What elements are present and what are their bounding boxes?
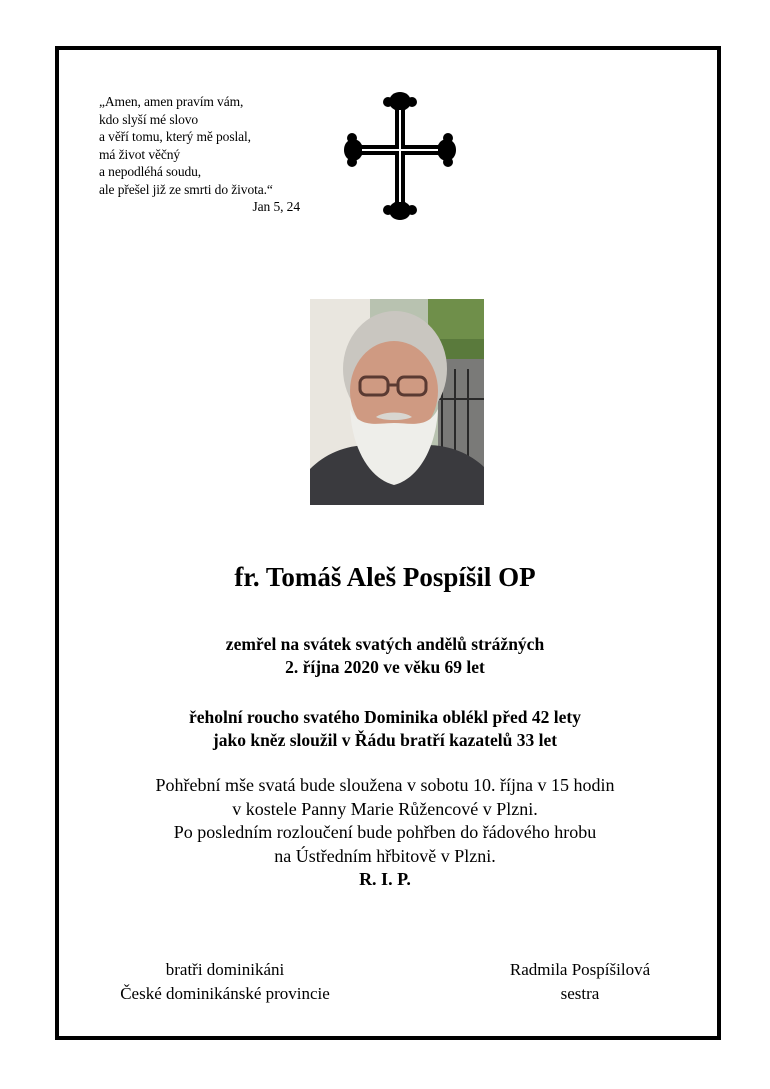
rip-text: R. I. P. — [359, 869, 411, 889]
portrait-photo — [310, 299, 484, 505]
vocation-line: řeholní roucho svatého Dominika oblékl před 42 lety — [189, 707, 581, 727]
funeral-info — [0, 774, 770, 892]
signature-right — [470, 958, 690, 1006]
quote-line: a nepodléhá soudu, — [99, 164, 202, 179]
quote-line: ale přešel již ze smrti do života.“ — [99, 181, 273, 197]
signature-line: Radmila Pospíšilová — [509, 960, 651, 979]
death-info — [0, 633, 770, 679]
vocation-line: jako kněz sloužil v Řádu bratří kazatelů 33 let — [212, 730, 558, 750]
signature-left — [90, 958, 360, 1006]
deceased-name: fr. Tomáš Aleš Pospíšil OP — [234, 562, 536, 592]
funeral-line: Po posledním rozloučení bude pohřben do řádového hrobu — [173, 822, 597, 842]
dominican-cross-icon — [342, 90, 458, 222]
signature-line: bratři dominikáni — [165, 960, 285, 979]
quote-reference: Jan 5, 24 — [252, 199, 300, 214]
funeral-line: v kostele Panny Marie Růžencové v Plzni. — [232, 798, 538, 819]
signature-line: České dominikánské provincie — [120, 984, 330, 1003]
bible-quote — [99, 93, 314, 216]
death-line: zemřel na svátek svatých andělů strážných — [225, 634, 545, 654]
quote-line: kdo slyší mé slovo — [99, 111, 199, 127]
quote-line: „Amen, amen pravím vám, — [99, 94, 244, 109]
quote-line: má život věčný — [99, 146, 181, 162]
death-line: 2. října 2020 ve věku 69 let — [285, 657, 485, 677]
signature-line: sestra — [560, 984, 600, 1003]
funeral-line: Pohřební mše svatá bude sloužena v sobotu 10. října v 15 hodin — [155, 775, 615, 795]
quote-line: a věří tomu, který mě poslal, — [99, 129, 251, 144]
funeral-line: na Ústředním hřbitově v Plzni. — [274, 845, 496, 866]
vocation-info — [0, 706, 770, 752]
